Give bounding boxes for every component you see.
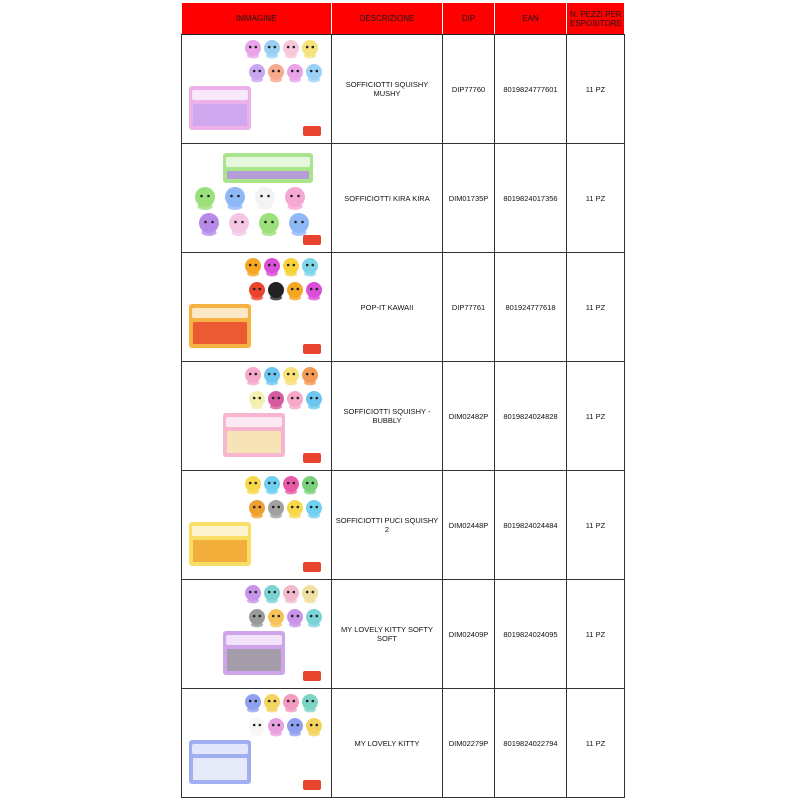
- pieces-per-display: 11 PZ: [567, 689, 625, 798]
- table-row: [182, 471, 625, 580]
- product-ean: 8019824777601: [495, 35, 567, 144]
- product-image-cell: [182, 144, 332, 253]
- product-image-cell: [182, 362, 332, 471]
- product-image-cell: [182, 471, 332, 580]
- table-row: [182, 253, 625, 362]
- pieces-per-display: 11 PZ: [567, 580, 625, 689]
- pieces-per-display: 11 PZ: [567, 362, 625, 471]
- header-pieces: N. PEZZI PER ESPOSITORE: [567, 3, 625, 35]
- product-ean: 8019824022794: [495, 689, 567, 798]
- product-photo: [183, 254, 331, 360]
- table-row: [182, 35, 625, 144]
- product-photo: [183, 690, 331, 796]
- product-code: DIP77760: [443, 35, 495, 144]
- pieces-per-display: 11 PZ: [567, 471, 625, 580]
- product-photo: [183, 363, 331, 469]
- header-description: DESCRIZIONE: [332, 3, 443, 35]
- header-ean: EAN: [495, 3, 567, 35]
- product-description: SOFFICIOTTI SQUISHY MUSHY: [332, 35, 443, 144]
- product-image-cell: [182, 689, 332, 798]
- product-description: SOFFICIOTTI SQUISHY - BUBBLY: [332, 362, 443, 471]
- product-code: DIM02448P: [443, 471, 495, 580]
- pieces-per-display: 11 PZ: [567, 35, 625, 144]
- product-table: [181, 3, 625, 798]
- product-ean: 8019824024828: [495, 362, 567, 471]
- product-description: SOFFICIOTTI PUCI SQUISHY 2: [332, 471, 443, 580]
- header-row: [182, 3, 625, 35]
- table-row: [182, 362, 625, 471]
- product-ean: 8019824024095: [495, 580, 567, 689]
- product-ean: 801924777618: [495, 253, 567, 362]
- header-image: IMMAGINE: [182, 3, 332, 35]
- product-code: DIP77761: [443, 253, 495, 362]
- header-code: DIP: [443, 3, 495, 35]
- table-row: [182, 689, 625, 798]
- product-code: DIM02482P: [443, 362, 495, 471]
- product-photo: [183, 36, 331, 142]
- product-description: MY LOVELY KITTY SOFTY SOFT: [332, 580, 443, 689]
- product-photo: [183, 472, 331, 578]
- table-row: [182, 144, 625, 253]
- product-ean: 8019824017356: [495, 144, 567, 253]
- product-image-cell: [182, 253, 332, 362]
- table-row: [182, 580, 625, 689]
- pieces-per-display: 11 PZ: [567, 253, 625, 362]
- product-description: POP-IT KAWAII: [332, 253, 443, 362]
- product-photo: [183, 581, 331, 687]
- pieces-per-display: 11 PZ: [567, 144, 625, 253]
- product-photo: [183, 145, 331, 251]
- product-image-cell: [182, 35, 332, 144]
- product-code: DIM01735P: [443, 144, 495, 253]
- product-ean: 8019824024484: [495, 471, 567, 580]
- product-sheet: [181, 3, 624, 798]
- table-body: [182, 35, 625, 798]
- product-description: MY LOVELY KITTY: [332, 689, 443, 798]
- product-code: DIM02409P: [443, 580, 495, 689]
- product-image-cell: [182, 580, 332, 689]
- product-description: SOFFICIOTTI KIRA KIRA: [332, 144, 443, 253]
- product-code: DIM02279P: [443, 689, 495, 798]
